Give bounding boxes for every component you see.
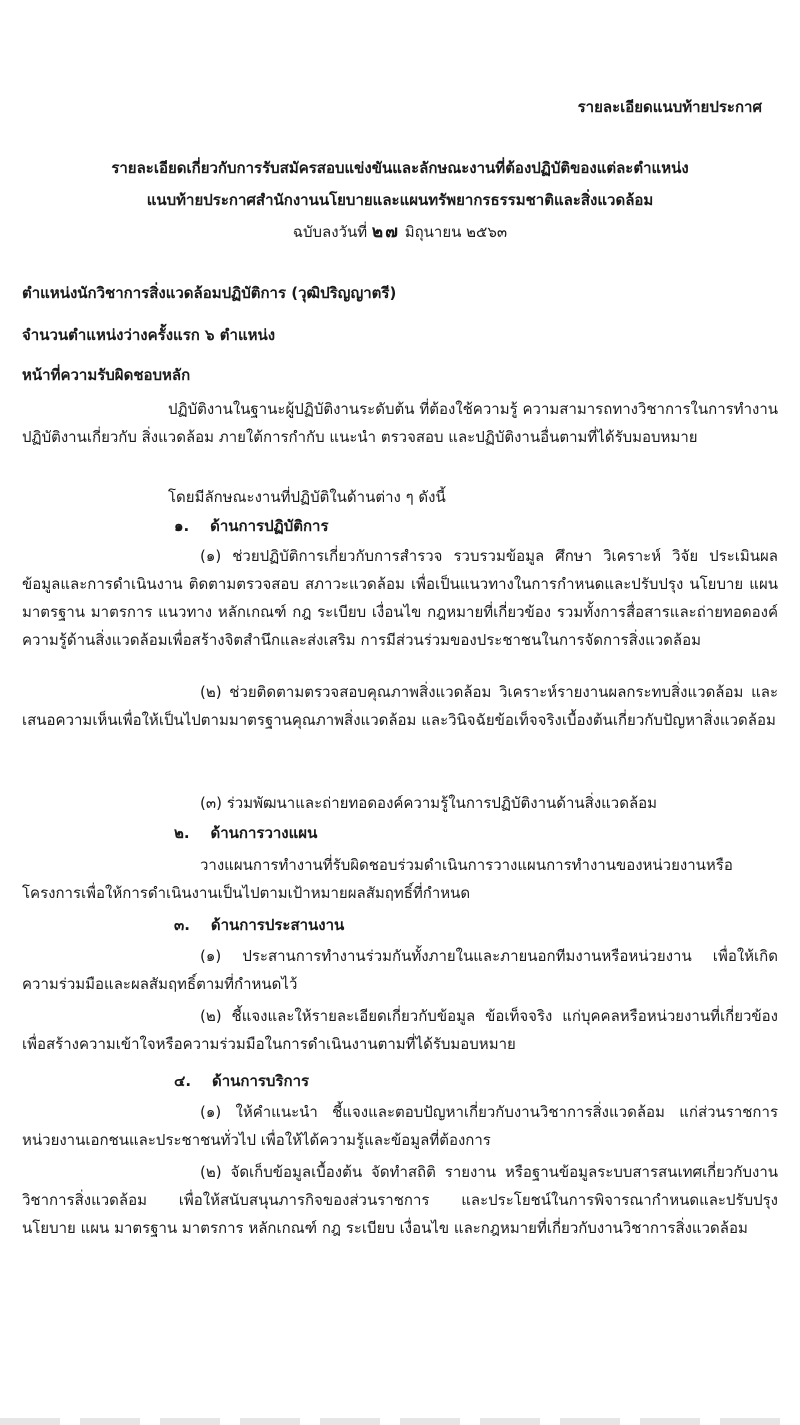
section-heading bbox=[174, 823, 317, 843]
section-number: ๔. bbox=[174, 1072, 192, 1090]
date-month-year: มิถุนายน ๒๕๖๓ bbox=[404, 223, 508, 241]
annex-label: รายละเอียดแนบท้ายประกาศ bbox=[577, 98, 762, 116]
section-item: วางแผนการทำงานที่รับผิดชอบร่วมดำเนินการวางแผนการทำงานของหน่วยงานหรือโครงการเพื่อให้การดำเนินงานเป็นไปตามเป้าหมายผลสัมฤทธิ์ที่กำหนด bbox=[22, 856, 733, 902]
section-title: ด้านการบริการ bbox=[211, 1072, 310, 1090]
section-heading bbox=[174, 1071, 309, 1091]
section-title: ด้านการประสานงาน bbox=[210, 916, 345, 934]
section-title: ด้านการวางแผน bbox=[210, 824, 318, 842]
section-heading bbox=[174, 516, 329, 536]
position-title: ตำแหน่งนักวิชาการสิ่งแวดล้อมปฏิบัติการ (วุฒิปริญญาตรี) bbox=[22, 284, 397, 302]
section-item: (๒) ช่วยติดตามตรวจสอบคุณภาพสิ่งแวดล้อม วิเคราะห์รายงานผลกระทบสิ่งแวดล้อม และเสนอความเห็นเพื่อให้เป็นไปตามมาตรฐานคุณภาพสิ่งแวดล้อม และวินิจฉัยข้อเท็จจริงเบื้องต้นเกี่ยวกับปัญหาสิ่งแวดล้อม bbox=[22, 683, 778, 729]
scan-edge-artifact bbox=[0, 1418, 800, 1425]
section-item: (๒) จัดเก็บข้อมูลเบื้องต้น จัดทำสถิติ รายงาน หรือฐานข้อมูลระบบสารสนเทศเกี่ยวกับงานวิชาการสิ่งแวดล้อม เพื่อให้สนับสนุนภารกิจของส่วนราชการ และประโยชน์ในการพิจารณากำหนดและปรับปรุง นโยบาย แผน มาตรฐาน มาตรการ หลักเกณฑ์ กฎ ระเบียบ เงื่อนไข และกฎหมายที่เกี่ยวกับงานวิชาการสิ่งแวดล้อม bbox=[22, 1163, 778, 1237]
section-number: ๓. bbox=[174, 916, 190, 934]
section-title: ด้านการปฏิบัติการ bbox=[210, 517, 329, 535]
section-item: (๑) ให้คำแนะนำ ชี้แจงและตอบปัญหาเกี่ยวกับงานวิชาการสิ่งแวดล้อม แก่ส่วนราชการ หน่วยงานเอกชนและประชาชนทั่วไป เพื่อให้ได้ความรู้และข้อมูลที่ต้องการ bbox=[22, 1103, 778, 1149]
section-item: (๓) ร่วมพัฒนาและถ่ายทอดองค์ความรู้ในการปฏิบัติงานด้านสิ่งแวดล้อม bbox=[200, 794, 658, 812]
date-prefix: ฉบับลงวันที่ bbox=[292, 223, 368, 241]
title-line-2: แนบท้ายประกาศสำนักงานนโยบายและแผนทรัพยากรธรรมชาติและสิ่งแวดล้อม bbox=[146, 191, 654, 209]
tasks-intro: โดยมีลักษณะงานที่ปฏิบัติในด้านต่าง ๆ ดังนี้ bbox=[168, 488, 446, 506]
section-item: (๑) ประสานการทำงานร่วมกันทั้งภายในและภายนอกทีมงานหรือหน่วยงาน เพื่อให้เกิดความร่วมมือและผลสัมฤทธิ์ตามที่กำหนดไว้ bbox=[22, 947, 778, 993]
section-number: ๑. bbox=[174, 517, 190, 535]
section-number: ๒. bbox=[174, 824, 190, 842]
issue-date bbox=[0, 222, 800, 242]
section-item: (๒) ชี้แจงและให้รายละเอียดเกี่ยวกับข้อมูล ข้อเท็จจริง แก่บุคคลหรือหน่วยงานที่เกี่ยวข้อง เพื่อสร้างความเข้าใจหรือความร่วมมือในการดำเนินงานตามที่ได้รับมอบหมาย bbox=[22, 1007, 778, 1053]
duty-heading: หน้าที่ความรับผิดชอบหลัก bbox=[22, 366, 191, 384]
duty-intro: ปฏิบัติงานในฐานะผู้ปฏิบัติงานระดับต้น ที่ต้องใช้ความรู้ ความสามารถทางวิชาการในการทำงาน ปฏิบัติงานเกี่ยวกับ สิ่งแวดล้อม ภายใต้การกำกับ แนะนำ ตรวจสอบ และปฏิบัติงานอื่นตามที่ได้รับมอบหมาย bbox=[22, 400, 778, 446]
section-item: (๑) ช่วยปฏิบัติการเกี่ยวกับการสำรวจ รวบรวมข้อมูล ศึกษา วิเคราะห์ วิจัย ประเมินผลข้อมูลและการดำเนินงาน ติดตามตรวจสอบ สภาวะแวดล้อม เพื่อเป็นแนวทางในการกำหนดและปรับปรุง นโยบาย แผน มาตรฐาน มาตรการ แนวทาง หลักเกณฑ์ กฎ ระเบียบ เงื่อนไข กฎหมายที่เกี่ยวข้อง รวมทั้งการสื่อสารและถ่ายทอดองค์ความรู้ด้านสิ่งแวดล้อมเพื่อสร้างจิตสำนึกและส่งเสริม การมีส่วนร่วมของประชาชนในการจัดการสิ่งแวดล้อม bbox=[22, 547, 778, 649]
section-heading bbox=[174, 915, 344, 935]
date-day: ๒๗ bbox=[371, 222, 400, 242]
vacancy-count: จำนวนตำแหน่งว่างครั้งแรก ๖ ตำแหน่ง bbox=[22, 326, 276, 344]
title-line-1: รายละเอียดเกี่ยวกับการรับสมัครสอบแข่งขันและลักษณะงานที่ต้องปฏิบัติของแต่ละตำแหน่ง bbox=[111, 159, 689, 177]
